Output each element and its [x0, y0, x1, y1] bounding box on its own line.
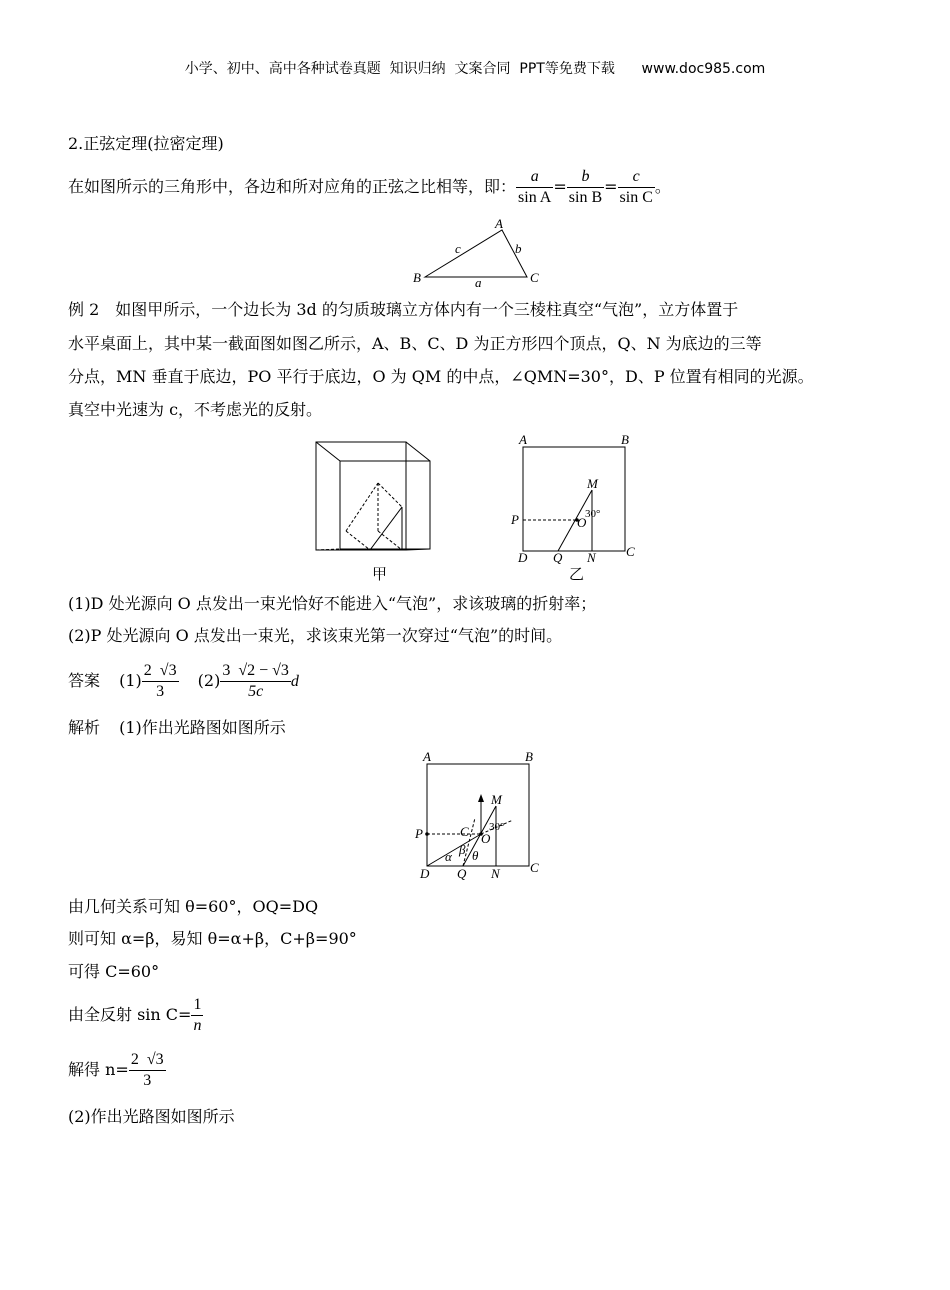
- label-O: O: [481, 831, 491, 846]
- label-c: c: [455, 241, 461, 256]
- figure-yi-caption: 乙: [569, 565, 585, 583]
- label-C-angle: C: [460, 824, 469, 839]
- solution-step-1: 由几何关系可知 θ=60°，OQ=DQ: [68, 897, 319, 916]
- step-5-fraction: $\frac{2 √3}{3}$: [130, 1051, 164, 1089]
- answer-1-fraction: $\frac{2 √3}{3}$: [143, 662, 177, 700]
- triangle-shape: [425, 230, 527, 277]
- equals-sign: =: [553, 177, 567, 196]
- label-O: O: [577, 515, 587, 530]
- figure-jia-caption: 甲: [372, 565, 388, 583]
- example-line-4: 真空中光速为 c，不考虑光的反射。: [68, 400, 323, 419]
- example-line-1: 例 2 如图甲所示，一个边长为 3d 的匀质玻璃立方体内有一个三棱柱真空“气泡”，立方体置于: [68, 300, 739, 319]
- figure-jia-cube: [310, 435, 440, 580]
- label-a: a: [475, 275, 482, 290]
- solution-p1: (1)作出光路图如图所示: [119, 718, 286, 737]
- question-1: (1)D 处光源向 O 点发出一束光恰好不能进入“气泡”，求该玻璃的折射率；: [68, 594, 597, 613]
- label-A: A: [519, 432, 527, 447]
- solution-step-3: 可得 C=60°: [68, 962, 160, 981]
- answer-2-prefix: (2): [197, 671, 221, 690]
- label-N: N: [491, 866, 500, 881]
- answer-2-suffix: d: [290, 673, 299, 690]
- label-N: N: [587, 550, 596, 565]
- answer-2-fraction: $\frac{3 √2 - √3}{5c}$: [222, 662, 289, 700]
- label-alpha: α: [445, 849, 452, 864]
- question-2: (2)P 处光源向 O 点发出一束光，求该束光第一次穿过“气泡”的时间。: [68, 626, 563, 645]
- step-5-prefix: 解得 n=: [68, 1060, 129, 1079]
- page-header: 小学、初中、高中各种试卷真题 知识归纳 文案合同 PPT等免费下载 www.doc985.com: [184, 61, 766, 77]
- equals-sign: =: [604, 177, 618, 196]
- solution-step-5: [68, 1047, 166, 1093]
- label-D: D: [420, 866, 430, 881]
- solution-step-2: 则可知 α=β，易知 θ=α+β，C+β=90°: [68, 929, 357, 948]
- example-line-2: 水平桌面上，其中某一截面图如图乙所示，A、B、C、D 为正方形四个顶点，Q、N 为底边的三等: [68, 334, 762, 353]
- answer-row: [68, 658, 299, 705]
- label-Q: Q: [553, 550, 563, 565]
- label-B: B: [525, 749, 533, 764]
- fraction-c: $\frac{c}{\text{sin C}}$: [619, 168, 653, 206]
- label-A: A: [495, 216, 503, 231]
- answer-label: 答案: [68, 671, 101, 690]
- answer-1-prefix: (1): [119, 671, 142, 690]
- solution-part-1-intro: [68, 717, 286, 739]
- example-line-3: 分点，MN 垂直于底边，PO 平行于底边，O 为 QM 的中点，∠QMN=30°，D、P 位置有相同的光源。: [68, 367, 814, 386]
- label-Q: Q: [457, 866, 467, 881]
- label-D: D: [518, 550, 528, 565]
- section-title: 2.正弦定理(拉密定理): [68, 134, 224, 153]
- label-beta: β: [459, 842, 466, 857]
- label-C: C: [530, 270, 539, 285]
- label-theta: θ: [472, 848, 479, 863]
- label-b: b: [515, 241, 522, 256]
- label-A: A: [423, 749, 431, 764]
- label-M: M: [587, 476, 598, 491]
- label-B: B: [413, 270, 421, 285]
- solution-label: 解析: [68, 718, 101, 737]
- label-angle: 30°: [489, 821, 505, 833]
- label-angle: 30°: [585, 508, 601, 520]
- solution-part-2-intro: (2)作出光路图如图所示: [68, 1107, 235, 1126]
- label-P: P: [511, 512, 519, 527]
- fraction-a: $\frac{a}{\text{sin A}}$: [518, 168, 552, 206]
- triangle-figure: [405, 215, 555, 290]
- point-p: [425, 832, 429, 836]
- fraction-b: $\frac{b}{\text{sin B}}$: [568, 168, 603, 206]
- arrow-up-icon: [478, 794, 484, 802]
- solution-step-4: [68, 993, 203, 1037]
- solution-figure: [405, 748, 555, 883]
- figure-yi-section: [505, 430, 645, 570]
- label-C: C: [530, 860, 539, 875]
- step-4-fraction: $\frac{1}{n}$: [193, 996, 202, 1034]
- label-P: P: [415, 826, 423, 841]
- label-B: B: [621, 432, 629, 447]
- label-M: M: [491, 792, 502, 807]
- square-abcd: [523, 447, 625, 551]
- step-4-prefix: 由全反射 sin C=: [68, 1005, 192, 1024]
- period: 。: [654, 177, 671, 196]
- sine-law-statement: [68, 165, 671, 209]
- sine-law-intro: 在如图所示的三角形中，各边和所对应角的正弦之比相等，即：: [68, 177, 517, 196]
- label-C: C: [626, 544, 635, 559]
